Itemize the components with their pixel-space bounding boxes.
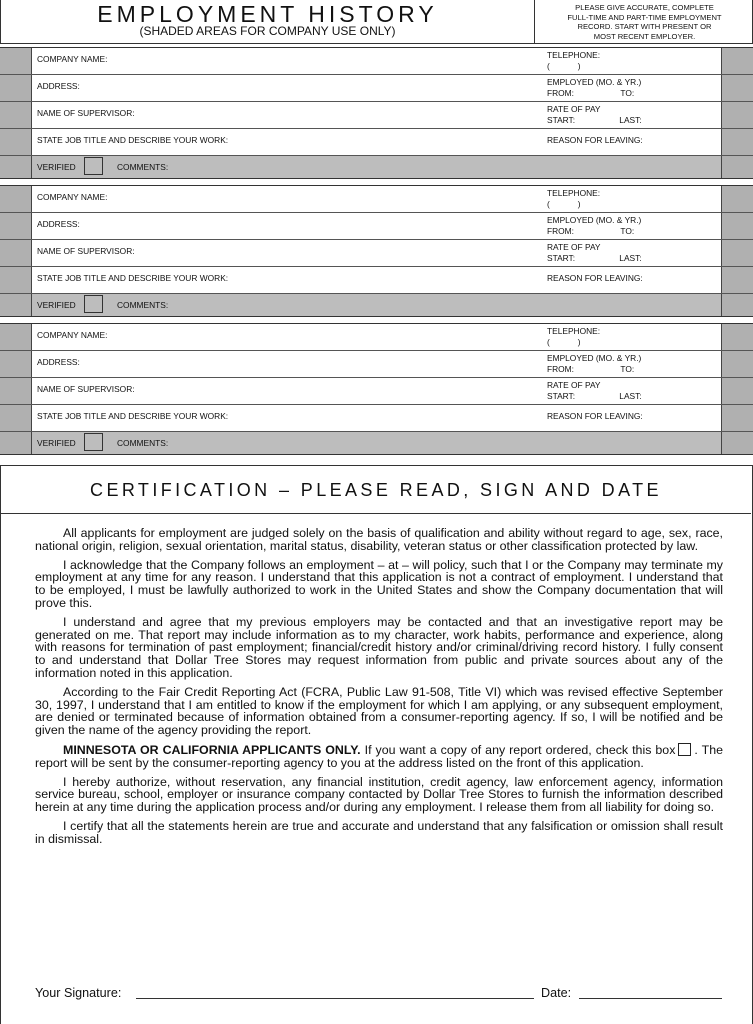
employer-block-2 <box>0 185 753 317</box>
supervisor-label: NAME OF SUPERVISOR: <box>37 384 135 394</box>
job-right-label: REASON FOR LEAVING: <box>547 273 643 283</box>
paragraph-at-will: I acknowledge that the Company follows an employment – at – will policy, such that I or the Company may terminate my employment at any time for any reason. I understand that this application is not a contract of employment. I understand that to be employed, I must be lawfully authorized to work in the United States and show the Company documentation that will prove this. <box>35 557 723 610</box>
company-use-cell <box>721 129 753 155</box>
date-label: Date: <box>541 986 572 1000</box>
job-label: STATE JOB TITLE AND DESCRIBE YOUR WORK: <box>37 411 229 421</box>
company-use-cell <box>0 432 32 454</box>
company-use-cell <box>0 129 32 155</box>
company-use-cell <box>0 378 32 404</box>
company-use-cell <box>721 75 753 101</box>
mn-ca-text-b: . The report will be sent by the consumer-reporting agency to you at the address listed on the front of this application. <box>35 742 723 770</box>
paragraph-investigative-report: I understand and agree that my previous employers may be contacted and that an investigative report may be generated on me. That report may include information as to my character, work habits, performance and experience, along with reasons for termination of past employment; financial/credit history and/or criminal/driving record history. I fully consent to and understand that Dollar Tree Stores may request information from public and private sources about any of the information noted in this application. <box>35 614 723 680</box>
company-use-cell <box>721 240 753 266</box>
verified-label: VERIFIED <box>37 438 76 448</box>
company-row[interactable] <box>0 186 753 213</box>
comments-label: COMMENTS: <box>117 300 169 310</box>
verification-row <box>0 294 753 316</box>
job-row[interactable] <box>0 405 753 432</box>
job-right-label: REASON FOR LEAVING: <box>547 411 643 421</box>
supervisor-right-label: RATE OF PAY START: LAST: <box>547 242 642 263</box>
employer-block-3 <box>0 323 753 455</box>
company-label: COMPANY NAME: <box>37 192 108 202</box>
address-label: ADDRESS: <box>37 219 80 229</box>
company-row[interactable] <box>0 48 753 75</box>
company-use-cell <box>0 156 32 178</box>
company-use-cell <box>0 351 32 377</box>
note-line: PLEASE GIVE ACCURATE, COMPLETE <box>575 3 714 12</box>
supervisor-row[interactable] <box>0 240 753 267</box>
job-right-label: REASON FOR LEAVING: <box>547 135 643 145</box>
company-use-cell <box>721 405 753 431</box>
company-label: COMPANY NAME: <box>37 330 108 340</box>
company-use-cell <box>721 102 753 128</box>
mn-ca-heading: MINNESOTA OR CALIFORNIA APPLICANTS ONLY. <box>63 742 361 757</box>
company-use-cell <box>0 186 32 212</box>
company-use-cell <box>721 156 753 178</box>
report-copy-checkbox[interactable] <box>678 743 691 756</box>
supervisor-right-label: RATE OF PAY START: LAST: <box>547 380 642 401</box>
company-right-label: TELEPHONE: ( ) <box>547 188 601 209</box>
page-title: EMPLOYMENT HISTORY <box>97 1 438 27</box>
verified-label: VERIFIED <box>37 300 76 310</box>
company-use-cell <box>721 267 753 293</box>
company-right-label: TELEPHONE: ( ) <box>547 326 601 347</box>
verification-row <box>0 432 753 454</box>
verified-checkbox[interactable] <box>84 295 103 313</box>
supervisor-row[interactable] <box>0 102 753 129</box>
signature-field[interactable] <box>136 998 534 999</box>
job-row[interactable] <box>0 267 753 294</box>
company-label: COMPANY NAME: <box>37 54 108 64</box>
company-use-cell <box>0 294 32 316</box>
supervisor-row[interactable] <box>0 378 753 405</box>
header <box>0 0 753 44</box>
company-use-cell <box>721 213 753 239</box>
company-use-cell <box>0 102 32 128</box>
address-row[interactable] <box>0 213 753 240</box>
job-label: STATE JOB TITLE AND DESCRIBE YOUR WORK: <box>37 273 229 283</box>
certification-title: CERTIFICATION – PLEASE READ, SIGN AND DATE <box>1 466 751 514</box>
mn-ca-text-a: If you want a copy of any report ordered, check this box <box>360 742 676 757</box>
certification-body <box>35 527 723 852</box>
company-right-label: TELEPHONE: ( ) <box>547 50 601 71</box>
company-row[interactable] <box>0 324 753 351</box>
company-use-cell <box>721 432 753 454</box>
employer-block-1 <box>0 47 753 179</box>
company-use-cell <box>0 267 32 293</box>
job-row[interactable] <box>0 129 753 156</box>
company-use-cell <box>0 324 32 350</box>
supervisor-label: NAME OF SUPERVISOR: <box>37 108 135 118</box>
address-right-label: EMPLOYED (MO. & YR.) FROM: TO: <box>547 353 642 374</box>
address-row[interactable] <box>0 75 753 102</box>
verified-checkbox[interactable] <box>84 157 103 175</box>
paragraph-mn-ca <box>35 743 723 770</box>
address-row[interactable] <box>0 351 753 378</box>
paragraph-fcra: According to the Fair Credit Reporting Act (FCRA, Public Law 91-508, Title VI) which was revised effective September 30, 1997, I understand that I am entitled to know if the employment for which I am applying, or any subsequent employment, are denied or terminated because of information obtained from a consumer-reporting agency. If so, I will be notified and be given the name of the agency providing the report. <box>35 684 723 738</box>
note-line: RECORD. START WITH PRESENT OR <box>577 22 712 31</box>
company-use-cell <box>721 48 753 74</box>
address-right-label: EMPLOYED (MO. & YR.) FROM: TO: <box>547 77 642 98</box>
paragraph-certify: I certify that all the statements herein are true and accurate and understand that any falsification or omission shall result in dismissal. <box>35 818 723 846</box>
instructions-note <box>534 0 753 44</box>
paragraph-authorization: I hereby authorize, without reservation, any financial institution, credit agency, law enforcement agency, information service bureau, school, employer or insurance company contacted by Dollar Tree Stores to furnish the information described herein at any time during the application process and/or during any employment. I release them from all liability for doing so. <box>35 774 723 815</box>
company-use-cell <box>0 240 32 266</box>
verified-label: VERIFIED <box>37 162 76 172</box>
verified-checkbox[interactable] <box>84 433 103 451</box>
job-label: STATE JOB TITLE AND DESCRIBE YOUR WORK: <box>37 135 229 145</box>
company-use-cell <box>0 48 32 74</box>
company-use-cell <box>721 324 753 350</box>
signature-label: Your Signature: <box>35 986 122 1000</box>
company-use-cell <box>721 378 753 404</box>
note-line: FULL-TIME AND PART-TIME EMPLOYMENT <box>567 12 722 22</box>
company-use-cell <box>0 213 32 239</box>
paragraph-eeo: All applicants for employment are judged solely on the basis of qualification and ability without regard to age, sex, race, national origin, religion, sexual orientation, marital status, disability, veteran status or other classification protected by law. <box>35 526 723 553</box>
company-use-cell <box>721 186 753 212</box>
note-line: MOST RECENT EMPLOYER. <box>593 31 696 41</box>
date-field[interactable] <box>579 998 722 999</box>
company-use-cell <box>721 351 753 377</box>
supervisor-label: NAME OF SUPERVISOR: <box>37 246 135 256</box>
comments-label: COMMENTS: <box>117 438 169 448</box>
supervisor-right-label: RATE OF PAY START: LAST: <box>547 104 642 125</box>
comments-label: COMMENTS: <box>117 162 169 172</box>
company-use-cell <box>0 75 32 101</box>
company-use-cell <box>0 405 32 431</box>
address-right-label: EMPLOYED (MO. & YR.) FROM: TO: <box>547 215 642 236</box>
address-label: ADDRESS: <box>37 357 80 367</box>
page-subtitle: (SHADED AREAS FOR COMPANY USE ONLY) <box>139 24 396 38</box>
verification-row <box>0 156 753 178</box>
address-label: ADDRESS: <box>37 81 80 91</box>
certification-section <box>0 465 753 1024</box>
company-use-cell <box>721 294 753 316</box>
